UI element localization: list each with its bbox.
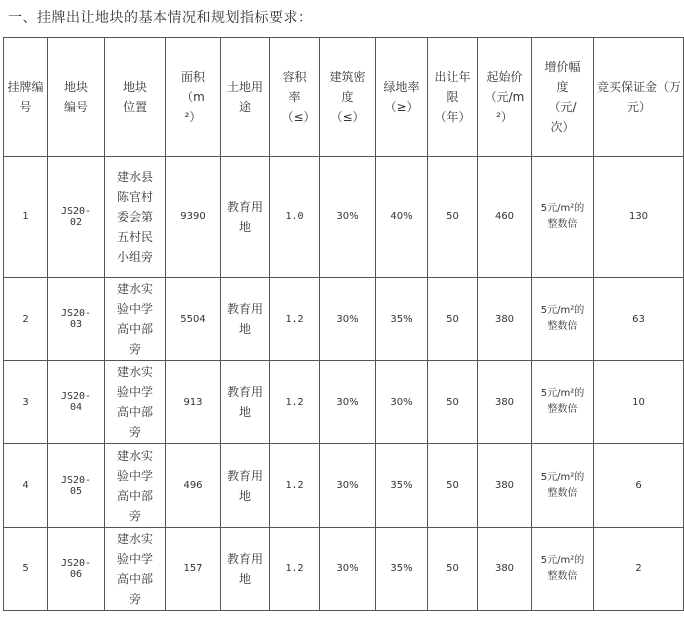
header-plot-no: 地块编号	[48, 38, 105, 157]
cell-area: 496	[166, 444, 221, 527]
table-row	[4, 444, 684, 527]
cell-green: 35%	[376, 527, 428, 610]
cell-far: 1.2	[270, 361, 320, 444]
table-row	[4, 527, 684, 610]
cell-land-use: 教育用地	[221, 157, 270, 278]
cell-deposit: 63	[594, 277, 684, 360]
table-row	[4, 361, 684, 444]
cell-listing-no: 1	[4, 157, 48, 278]
cell-listing-no: 4	[4, 444, 48, 527]
cell-increment: 5元/m²的整数倍	[532, 277, 594, 360]
cell-location: 建水实验中学高中部旁	[105, 444, 166, 527]
header-start-price: 起始价（元/m²）	[478, 38, 532, 157]
cell-listing-no: 2	[4, 277, 48, 360]
cell-deposit: 10	[594, 361, 684, 444]
cell-green: 35%	[376, 277, 428, 360]
cell-increment: 5元/m²的整数倍	[532, 157, 594, 278]
header-term: 出让年限（年）	[428, 38, 478, 157]
table-row	[4, 157, 684, 278]
cell-term: 50	[428, 444, 478, 527]
cell-deposit: 130	[594, 157, 684, 278]
cell-deposit: 2	[594, 527, 684, 610]
section-heading: 一、挂牌出让地块的基本情况和规划指标要求：	[8, 10, 313, 26]
cell-far: 1.2	[270, 277, 320, 360]
cell-area: 9390	[166, 157, 221, 278]
cell-land-use: 教育用地	[221, 444, 270, 527]
table-row	[4, 277, 684, 360]
cell-term: 50	[428, 157, 478, 278]
cell-location: 建水实验中学高中部旁	[105, 527, 166, 610]
header-increment: 增价幅度（元/次）	[532, 38, 594, 157]
cell-land-use: 教育用地	[221, 361, 270, 444]
cell-term: 50	[428, 527, 478, 610]
cell-density: 30%	[320, 157, 376, 278]
land-parcel-table	[3, 37, 684, 611]
header-row	[4, 38, 684, 157]
cell-location: 建水实验中学高中部旁	[105, 361, 166, 444]
cell-start-price: 460	[478, 157, 532, 278]
cell-plot-no: JS20-06	[48, 527, 105, 610]
header-far: 容积率（≤）	[270, 38, 320, 157]
cell-increment: 5元/m²的整数倍	[532, 444, 594, 527]
cell-term: 50	[428, 361, 478, 444]
cell-far: 1.0	[270, 157, 320, 278]
cell-area: 913	[166, 361, 221, 444]
header-deposit: 竞买保证金（万元）	[594, 38, 684, 157]
cell-green: 40%	[376, 157, 428, 278]
cell-density: 30%	[320, 361, 376, 444]
cell-start-price: 380	[478, 361, 532, 444]
cell-location: 建水实验中学高中部旁	[105, 277, 166, 360]
header-land-use: 土地用途	[221, 38, 270, 157]
header-listing-no: 挂牌编号	[4, 38, 48, 157]
cell-increment: 5元/m²的整数倍	[532, 527, 594, 610]
cell-density: 30%	[320, 277, 376, 360]
cell-increment: 5元/m²的整数倍	[532, 361, 594, 444]
cell-density: 30%	[320, 444, 376, 527]
cell-listing-no: 3	[4, 361, 48, 444]
cell-far: 1.2	[270, 444, 320, 527]
cell-start-price: 380	[478, 527, 532, 610]
cell-land-use: 教育用地	[221, 277, 270, 360]
cell-far: 1.2	[270, 527, 320, 610]
cell-plot-no: JS20-05	[48, 444, 105, 527]
cell-green: 30%	[376, 361, 428, 444]
cell-density: 30%	[320, 527, 376, 610]
cell-area: 157	[166, 527, 221, 610]
cell-plot-no: JS20-04	[48, 361, 105, 444]
header-location: 地块位置	[105, 38, 166, 157]
cell-plot-no: JS20-02	[48, 157, 105, 278]
cell-area: 5504	[166, 277, 221, 360]
cell-green: 35%	[376, 444, 428, 527]
cell-location: 建水县陈官村委会第五村民小组旁	[105, 157, 166, 278]
header-density: 建筑密度（≤）	[320, 38, 376, 157]
cell-start-price: 380	[478, 277, 532, 360]
cell-plot-no: JS20-03	[48, 277, 105, 360]
header-area: 面积（m²）	[166, 38, 221, 157]
cell-land-use: 教育用地	[221, 527, 270, 610]
cell-listing-no: 5	[4, 527, 48, 610]
cell-deposit: 6	[594, 444, 684, 527]
cell-start-price: 380	[478, 444, 532, 527]
cell-term: 50	[428, 277, 478, 360]
header-green: 绿地率（≥）	[376, 38, 428, 157]
